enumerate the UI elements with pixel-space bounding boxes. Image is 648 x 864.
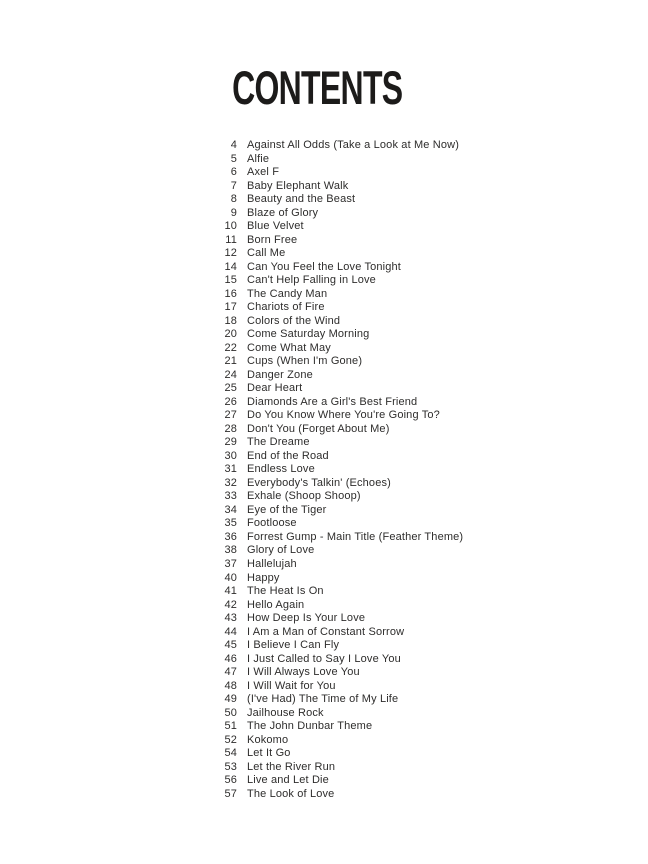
page-number: 40 <box>224 571 237 584</box>
song-title: Danger Zone <box>247 368 313 381</box>
page-title: CONTENTS <box>231 61 403 114</box>
song-title: Axel F <box>247 166 280 179</box>
song-title: Call Me <box>247 247 286 260</box>
list-item <box>201 139 581 153</box>
list-item <box>201 315 581 329</box>
song-title: Live and Let Die <box>247 774 329 787</box>
page-number: 34 <box>224 503 237 516</box>
page-number: 42 <box>224 598 237 611</box>
page-number: 38 <box>224 544 237 557</box>
list-item <box>201 369 581 383</box>
page-number: 28 <box>224 422 237 435</box>
list-item <box>201 558 581 572</box>
page-number: 9 <box>230 206 237 219</box>
song-title: Happy <box>247 571 280 584</box>
list-item <box>201 355 581 369</box>
page-number: 27 <box>224 409 237 422</box>
page-number: 8 <box>230 193 237 206</box>
list-item <box>201 504 581 518</box>
page-number: 44 <box>224 625 237 638</box>
list-item <box>201 747 581 761</box>
page-number: 41 <box>224 585 237 598</box>
list-item <box>201 626 581 640</box>
page-number: 31 <box>224 463 237 476</box>
contents-list <box>201 139 581 801</box>
list-item <box>201 572 581 586</box>
song-title: Hallelujah <box>247 557 297 570</box>
page-number: 22 <box>224 341 237 354</box>
page-number: 4 <box>230 139 237 151</box>
song-title: The John Dunbar Theme <box>247 720 373 733</box>
song-title: Born Free <box>247 233 298 246</box>
list-item <box>201 666 581 680</box>
page-number: 36 <box>224 530 237 543</box>
page-number: 25 <box>224 382 237 395</box>
page-number: 26 <box>224 395 237 408</box>
page-title-wrap <box>0 61 634 114</box>
list-item <box>201 247 581 261</box>
page-number: 52 <box>224 733 237 746</box>
list-item <box>201 396 581 410</box>
page-number: 51 <box>224 720 237 733</box>
list-item <box>201 707 581 721</box>
list-item <box>201 274 581 288</box>
song-title: Let the River Run <box>247 760 336 773</box>
page-number: 10 <box>224 220 237 233</box>
page-number: 12 <box>224 247 237 260</box>
page-number: 14 <box>224 260 237 273</box>
list-item <box>201 477 581 491</box>
song-title: I Will Wait for You <box>247 679 336 692</box>
song-title: I Will Always Love You <box>247 666 360 679</box>
song-title: How Deep Is Your Love <box>247 612 366 625</box>
list-item <box>201 261 581 275</box>
page-number: 35 <box>224 517 237 530</box>
list-item <box>201 693 581 707</box>
list-item <box>201 436 581 450</box>
song-title: Baby Elephant Walk <box>247 179 349 192</box>
page-number: 33 <box>224 490 237 503</box>
list-item <box>201 166 581 180</box>
page-number: 46 <box>224 652 237 665</box>
song-title: Kokomo <box>247 733 289 746</box>
list-item <box>201 490 581 504</box>
song-title: Come What May <box>247 341 331 354</box>
page-number: 16 <box>224 287 237 300</box>
song-title: Blaze of Glory <box>247 206 319 219</box>
list-item <box>201 734 581 748</box>
song-title: Glory of Love <box>247 544 315 557</box>
list-item <box>201 301 581 315</box>
song-title: Against All Odds (Take a Look at Me Now) <box>247 139 460 151</box>
song-title: Chariots of Fire <box>247 301 325 314</box>
list-item <box>201 653 581 667</box>
list-item <box>201 720 581 734</box>
song-title: Forrest Gump - Main Title (Feather Theme) <box>247 530 464 543</box>
song-title: Can You Feel the Love Tonight <box>247 260 401 273</box>
song-title: Everybody's Talkin' (Echoes) <box>247 476 391 489</box>
list-item <box>201 531 581 545</box>
list-item <box>201 180 581 194</box>
song-title: Beauty and the Beast <box>247 193 356 206</box>
song-title: Can't Help Falling in Love <box>247 274 376 287</box>
list-item <box>201 612 581 626</box>
song-title: Eye of the Tiger <box>247 503 327 516</box>
page-number: 29 <box>224 436 237 449</box>
song-title: Colors of the Wind <box>247 314 341 327</box>
song-title: Dear Heart <box>247 382 303 395</box>
list-item <box>201 193 581 207</box>
list-item <box>201 409 581 423</box>
song-title: (I've Had) The Time of My Life <box>247 693 399 706</box>
song-title: Let It Go <box>247 747 291 760</box>
list-item <box>201 220 581 234</box>
list-item <box>201 207 581 221</box>
page-number: 7 <box>230 179 237 192</box>
song-title: The Dreame <box>247 436 310 449</box>
list-item <box>201 544 581 558</box>
page-number: 20 <box>224 328 237 341</box>
song-title: Come Saturday Morning <box>247 328 370 341</box>
list-item <box>201 382 581 396</box>
list-item <box>201 639 581 653</box>
list-item <box>201 585 581 599</box>
song-title: Footloose <box>247 517 297 530</box>
list-item <box>201 342 581 356</box>
page-number: 18 <box>224 314 237 327</box>
page-number: 43 <box>224 612 237 625</box>
song-title: Alfie <box>247 152 270 165</box>
page-number: 37 <box>224 557 237 570</box>
list-item <box>201 288 581 302</box>
page-number: 30 <box>224 449 237 462</box>
page-number: 45 <box>224 639 237 652</box>
list-item <box>201 517 581 531</box>
page-number: 32 <box>224 476 237 489</box>
song-title: Don't You (Forget About Me) <box>247 422 390 435</box>
list-item <box>201 328 581 342</box>
song-title: The Heat Is On <box>247 585 324 598</box>
song-title: Jailhouse Rock <box>247 706 324 719</box>
song-title: Hello Again <box>247 598 305 611</box>
list-item <box>201 423 581 437</box>
song-title: Blue Velvet <box>247 220 304 233</box>
page-number: 17 <box>224 301 237 314</box>
song-title: Do You Know Where You're Going To? <box>247 409 440 422</box>
page-number: 21 <box>224 355 237 368</box>
page-number: 11 <box>225 233 237 246</box>
list-item <box>201 599 581 613</box>
page-number: 49 <box>224 693 237 706</box>
list-item <box>201 450 581 464</box>
list-item <box>201 761 581 775</box>
page-number: 57 <box>224 787 237 800</box>
page-number: 56 <box>224 774 237 787</box>
list-item <box>201 774 581 788</box>
song-title: The Look of Love <box>247 787 335 800</box>
page-number: 54 <box>224 747 237 760</box>
page-number: 15 <box>224 274 237 287</box>
song-title: Diamonds Are a Girl's Best Friend <box>247 395 418 408</box>
page-number: 48 <box>224 679 237 692</box>
page-number: 24 <box>224 368 237 381</box>
page-number: 53 <box>224 760 237 773</box>
song-title: Exhale (Shoop Shoop) <box>247 490 361 503</box>
page-number: 47 <box>224 666 237 679</box>
list-item <box>201 234 581 248</box>
song-title: Cups (When I'm Gone) <box>247 355 363 368</box>
page-number: 50 <box>224 706 237 719</box>
song-title: The Candy Man <box>247 287 328 300</box>
list-item <box>201 463 581 477</box>
song-title: I Believe I Can Fly <box>247 639 340 652</box>
song-title: I Am a Man of Constant Sorrow <box>247 625 405 638</box>
song-title: I Just Called to Say I Love You <box>247 652 401 665</box>
page-number: 6 <box>230 166 237 179</box>
song-title: Endless Love <box>247 463 315 476</box>
list-item <box>201 153 581 167</box>
list-item <box>201 680 581 694</box>
list-item <box>201 788 581 802</box>
page-number: 5 <box>230 152 237 165</box>
song-title: End of the Road <box>247 449 329 462</box>
